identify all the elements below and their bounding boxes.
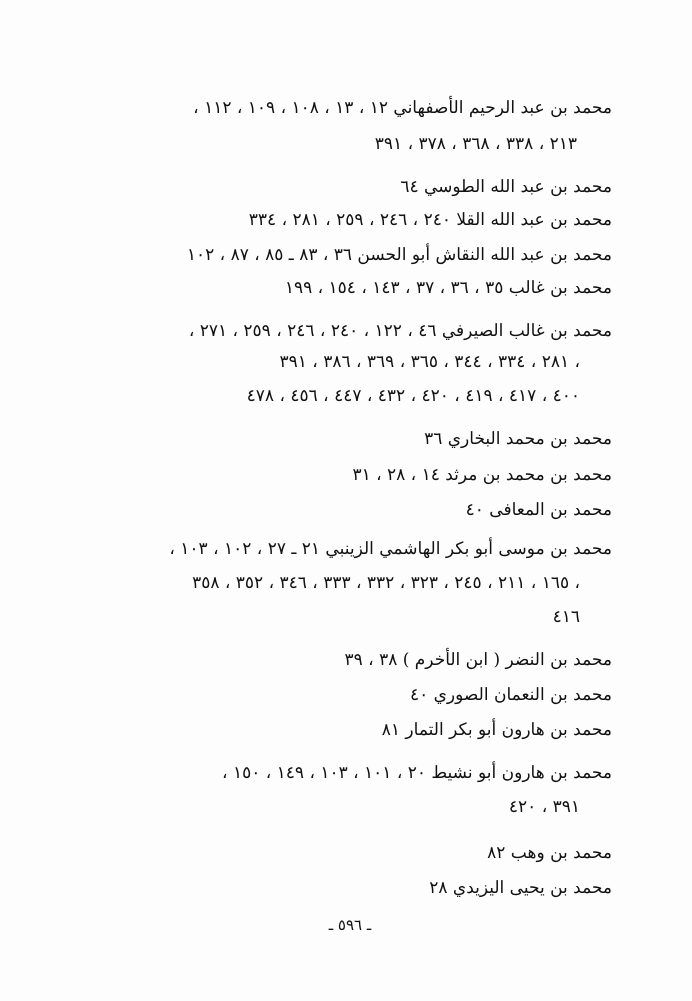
index-entry: محمد بن النضر ( ابن الأخرم ) ٣٨ ، ٣٩ (344, 650, 612, 670)
page-number: ـ ٥٩٦ ـ (328, 916, 372, 934)
index-entry: محمد بن غالب ٣٥ ، ٣٦ ، ٣٧ ، ١٤٣ ، ١٥٤ ، ١٩٩ (284, 278, 612, 298)
index-entry: محمد بن المعافى ٤٠ (465, 500, 612, 520)
index-entry-continuation: ٣٩١ ، ٤٢٠ (508, 797, 580, 817)
index-entry: محمد بن هارون أبو بكر التمار ٨١ (381, 720, 612, 740)
index-entry-continuation: ٤١٦ (552, 607, 580, 627)
index-entry: محمد بن محمد بن مرثد ١٤ ، ٢٨ ، ٣١ (352, 465, 612, 485)
index-entry: محمد بن عبد الرحيم الأصفهاني ١٢ ، ١٣ ، ١٠٨ ، ١٠٩ ، ١١٢ ، (193, 98, 612, 118)
index-entry: محمد بن يحيى اليزيدي ٢٨ (429, 878, 612, 898)
index-entry: محمد بن محمد البخاري ٣٦ (424, 429, 612, 449)
index-entry: محمد بن عبد الله الطوسي ٦٤ (400, 177, 612, 197)
index-entry: محمد بن عبد الله النقاش أبو الحسن ٣٦ ، ٨٣ ـ ٨٥ ، ٨٧ ، ١٠٢ (186, 245, 612, 265)
index-entry: محمد بن موسى أبو بكر الهاشمي الزينبي ٢١ ـ ٢٧ ، ١٠٢ ، ١٠٣ ، (169, 539, 612, 559)
index-entry-continuation: ١٦٥ ، ٢١١ ، ٢٤٥ ، ٣٢٣ ، ٣٣٢ ، ٣٣٣ ، ٣٤٦ ، ٣٥٢ ، ٣٥٨ ، (192, 573, 580, 593)
index-entry: محمد بن هارون أبو نشيط ٢٠ ، ١٠١ ، ١٠٣ ، ١٤٩ ، ١٥٠ ، (222, 763, 612, 783)
index-entry-continuation: ٤٠٠ ، ٤١٧ ، ٤١٩ ، ٤٢٠ ، ٤٣٢ ، ٤٤٧ ، ٤٥٦ ، ٤٧٨ (246, 386, 580, 406)
index-entry: محمد بن وهب ٨٢ (487, 843, 612, 863)
index-entry-continuation: ٢٨١ ، ٣٣٤ ، ٣٤٤ ، ٣٦٥ ، ٣٦٩ ، ٣٨٦ ، ٣٩١ ، (279, 352, 580, 372)
index-entry-continuation: ٢١٣ ، ٣٣٨ ، ٣٦٨ ، ٣٧٨ ، ٣٩١ (374, 134, 577, 154)
index-entry: محمد بن النعمان الصوري ٤٠ (409, 685, 612, 705)
index-entry: محمد بن عبد الله القلا ٢٤٠ ، ٢٤٦ ، ٢٥٩ ، ٢٨١ ، ٣٣٤ (248, 210, 612, 230)
index-entry: محمد بن غالب الصيرفي ٤٦ ، ١٢٢ ، ٢٤٠ ، ٢٤٦ ، ٢٥٩ ، ٢٧١ ، (188, 321, 612, 341)
